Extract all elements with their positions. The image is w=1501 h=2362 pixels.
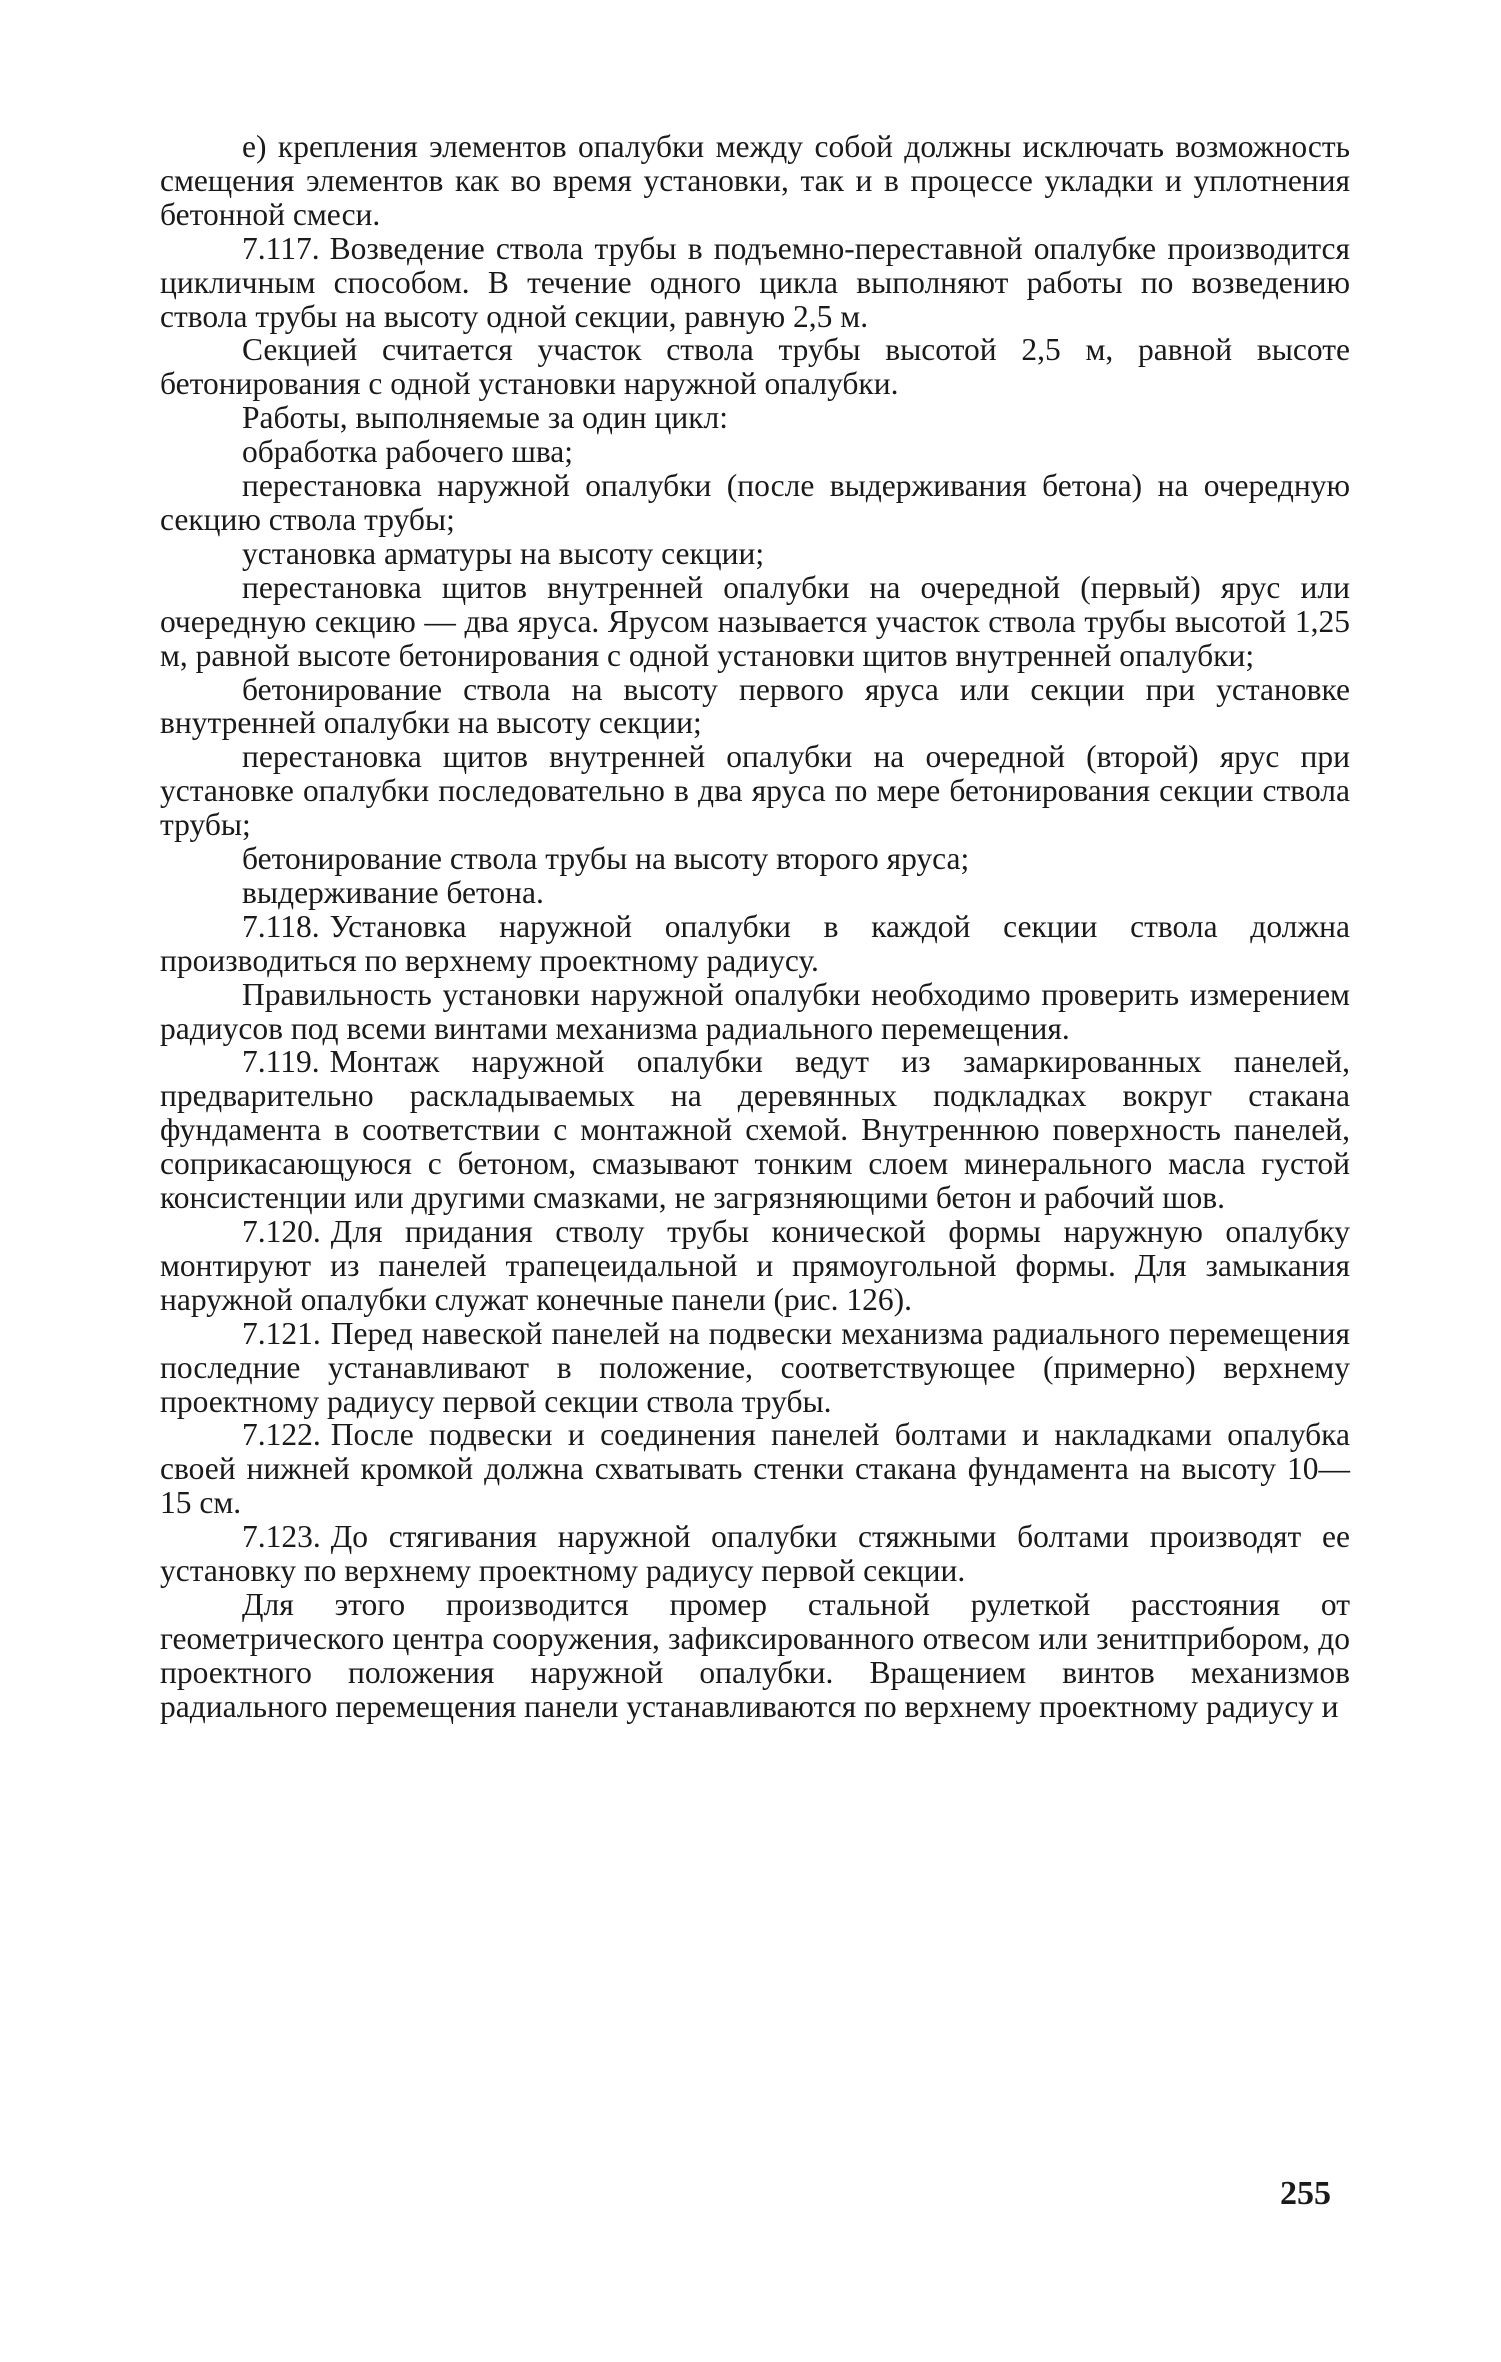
clause-number: 7.123. — [242, 1519, 321, 1555]
paragraph — [160, 333, 1350, 401]
paragraph — [160, 130, 1350, 232]
paragraph-text: До стягивания наружной опалубки стяжными болтами производят ее установку по верхнему проектному радиусу первой секции. — [160, 1519, 1350, 1589]
paragraph-text: перестановка щитов внутренней опалубки на очередной (первый) ярус или очередную секцию — два яруса. Ярусом называется участок ствола трубы высотой 1,25 м, равной высоте бетонирования с одной установки щитов внутренней опалубки; — [160, 569, 1350, 673]
paragraph — [160, 469, 1350, 537]
paragraph-text: перестановка щитов внутренней опалубки на очередной (второй) ярус при установке опалубки последовательно в два яруса по мере бетонирования секции ствола трубы; — [160, 739, 1350, 843]
paragraph — [160, 1520, 1350, 1588]
paragraph — [160, 673, 1350, 741]
paragraph-text: Для этого производится промер стальной рулеткой расстояния от геометрического центра сооружения, зафиксированного отвесом или зенитприбором, до проектного положения наружной опалубки. Вращением винтов механизмов радиального перемещения панели устанавливаются по верхнему проектному радиусу и — [160, 1586, 1350, 1724]
paragraph-text: Перед навеской панелей на подвески механизма радиального перемещения последние устанавливают в положение, соответствующее (примерно) верхнему проектному радиусу первой секции ствола трубы. — [160, 1315, 1350, 1419]
clause-number: 7.120. — [242, 1214, 321, 1249]
paragraph — [160, 1588, 1350, 1724]
paragraph-text: После подвески и соединения панелей болтами и накладками опалубка своей нижней кромкой должна схватывать стенки стакана фундамента на высоту 10—15 см. — [160, 1417, 1350, 1521]
paragraph-text: перестановка наружной опалубки (после выдерживания бетона) на очередную секцию ствола трубы; — [160, 468, 1350, 537]
paragraph — [160, 740, 1350, 842]
paragraph-text: Возведение ствола трубы в подъемно-переставной опалубке производится цикличным способом. В течение одного цикла выполняют работы по возведению ствола трубы на высоту одной секции, равную 2,5 м. — [160, 230, 1350, 334]
paragraph — [160, 1418, 1350, 1520]
paragraph — [160, 401, 1350, 435]
paragraph-text: бетонирование ствола трубы на высоту второго яруса; — [242, 841, 970, 877]
paragraph — [160, 978, 1350, 1046]
paragraph-text: Установка наружной опалубки в каждой секции ствола должна производиться по верхнему проектному радиусу. — [160, 908, 1350, 978]
paragraph-text: выдерживание бетона. — [242, 874, 544, 910]
paragraph-text: е) крепления элементов опалубки между собой должны исключать возможность смещения элементов как во время установки, так и в процессе укладки и уплотнения бетонной смеси. — [160, 129, 1350, 232]
clause-number: 7.117. — [242, 230, 320, 266]
paragraph — [160, 1215, 1350, 1317]
paragraph — [160, 842, 1350, 876]
paragraph — [160, 435, 1350, 469]
paragraph — [160, 1045, 1350, 1215]
page-body — [160, 130, 1350, 1724]
clause-number: 7.118. — [242, 908, 320, 944]
paragraph-text: Работы, выполняемые за один цикл: — [242, 400, 729, 436]
paragraph — [160, 537, 1350, 571]
paragraph-text: Для придания стволу трубы конической формы наружную опалубку монтируют из панелей трапецеидальной и прямоугольной формы. Для замыкания наружной опалубки служат конечные панели (рис. 126). — [160, 1214, 1350, 1317]
paragraph — [160, 876, 1350, 910]
clause-number: 7.121. — [242, 1315, 321, 1351]
clause-number: 7.122. — [242, 1417, 321, 1453]
paragraph — [160, 910, 1350, 978]
page-number: 255 — [1280, 2175, 1331, 2212]
paragraph — [160, 1317, 1350, 1419]
paragraph-text: Правильность установки наружной опалубки необходимо проверить измерением радиусов под всеми винтами механизма радиального перемещения. — [160, 976, 1350, 1046]
paragraph-text: бетонирование ствола на высоту первого яруса или секции при установке внутренней опалубки на высоту секции; — [160, 671, 1350, 741]
paragraph-text: Монтаж наружной опалубки ведут из замаркированных панелей, предварительно раскладываемых на деревянных подкладках вокруг стакана фундамента в соответствии с монтажной схемой. Внутреннюю поверхность панелей, соприкасающуюся с бетоном, смазывают тонким слоем минерального масла густой консистенции или другими смазками, не загрязняющими бетон и рабочий шов. — [160, 1044, 1350, 1216]
paragraph — [160, 571, 1350, 673]
paragraph-text: установка арматуры на высоту секции; — [242, 535, 765, 571]
paragraph-text: обработка рабочего шва; — [242, 434, 574, 470]
clause-number: 7.119. — [242, 1044, 320, 1080]
paragraph — [160, 232, 1350, 334]
paragraph-text: Секцией считается участок ствола трубы высотой 2,5 м, равной высоте бетонирования с одной установки наружной опалубки. — [160, 332, 1350, 402]
